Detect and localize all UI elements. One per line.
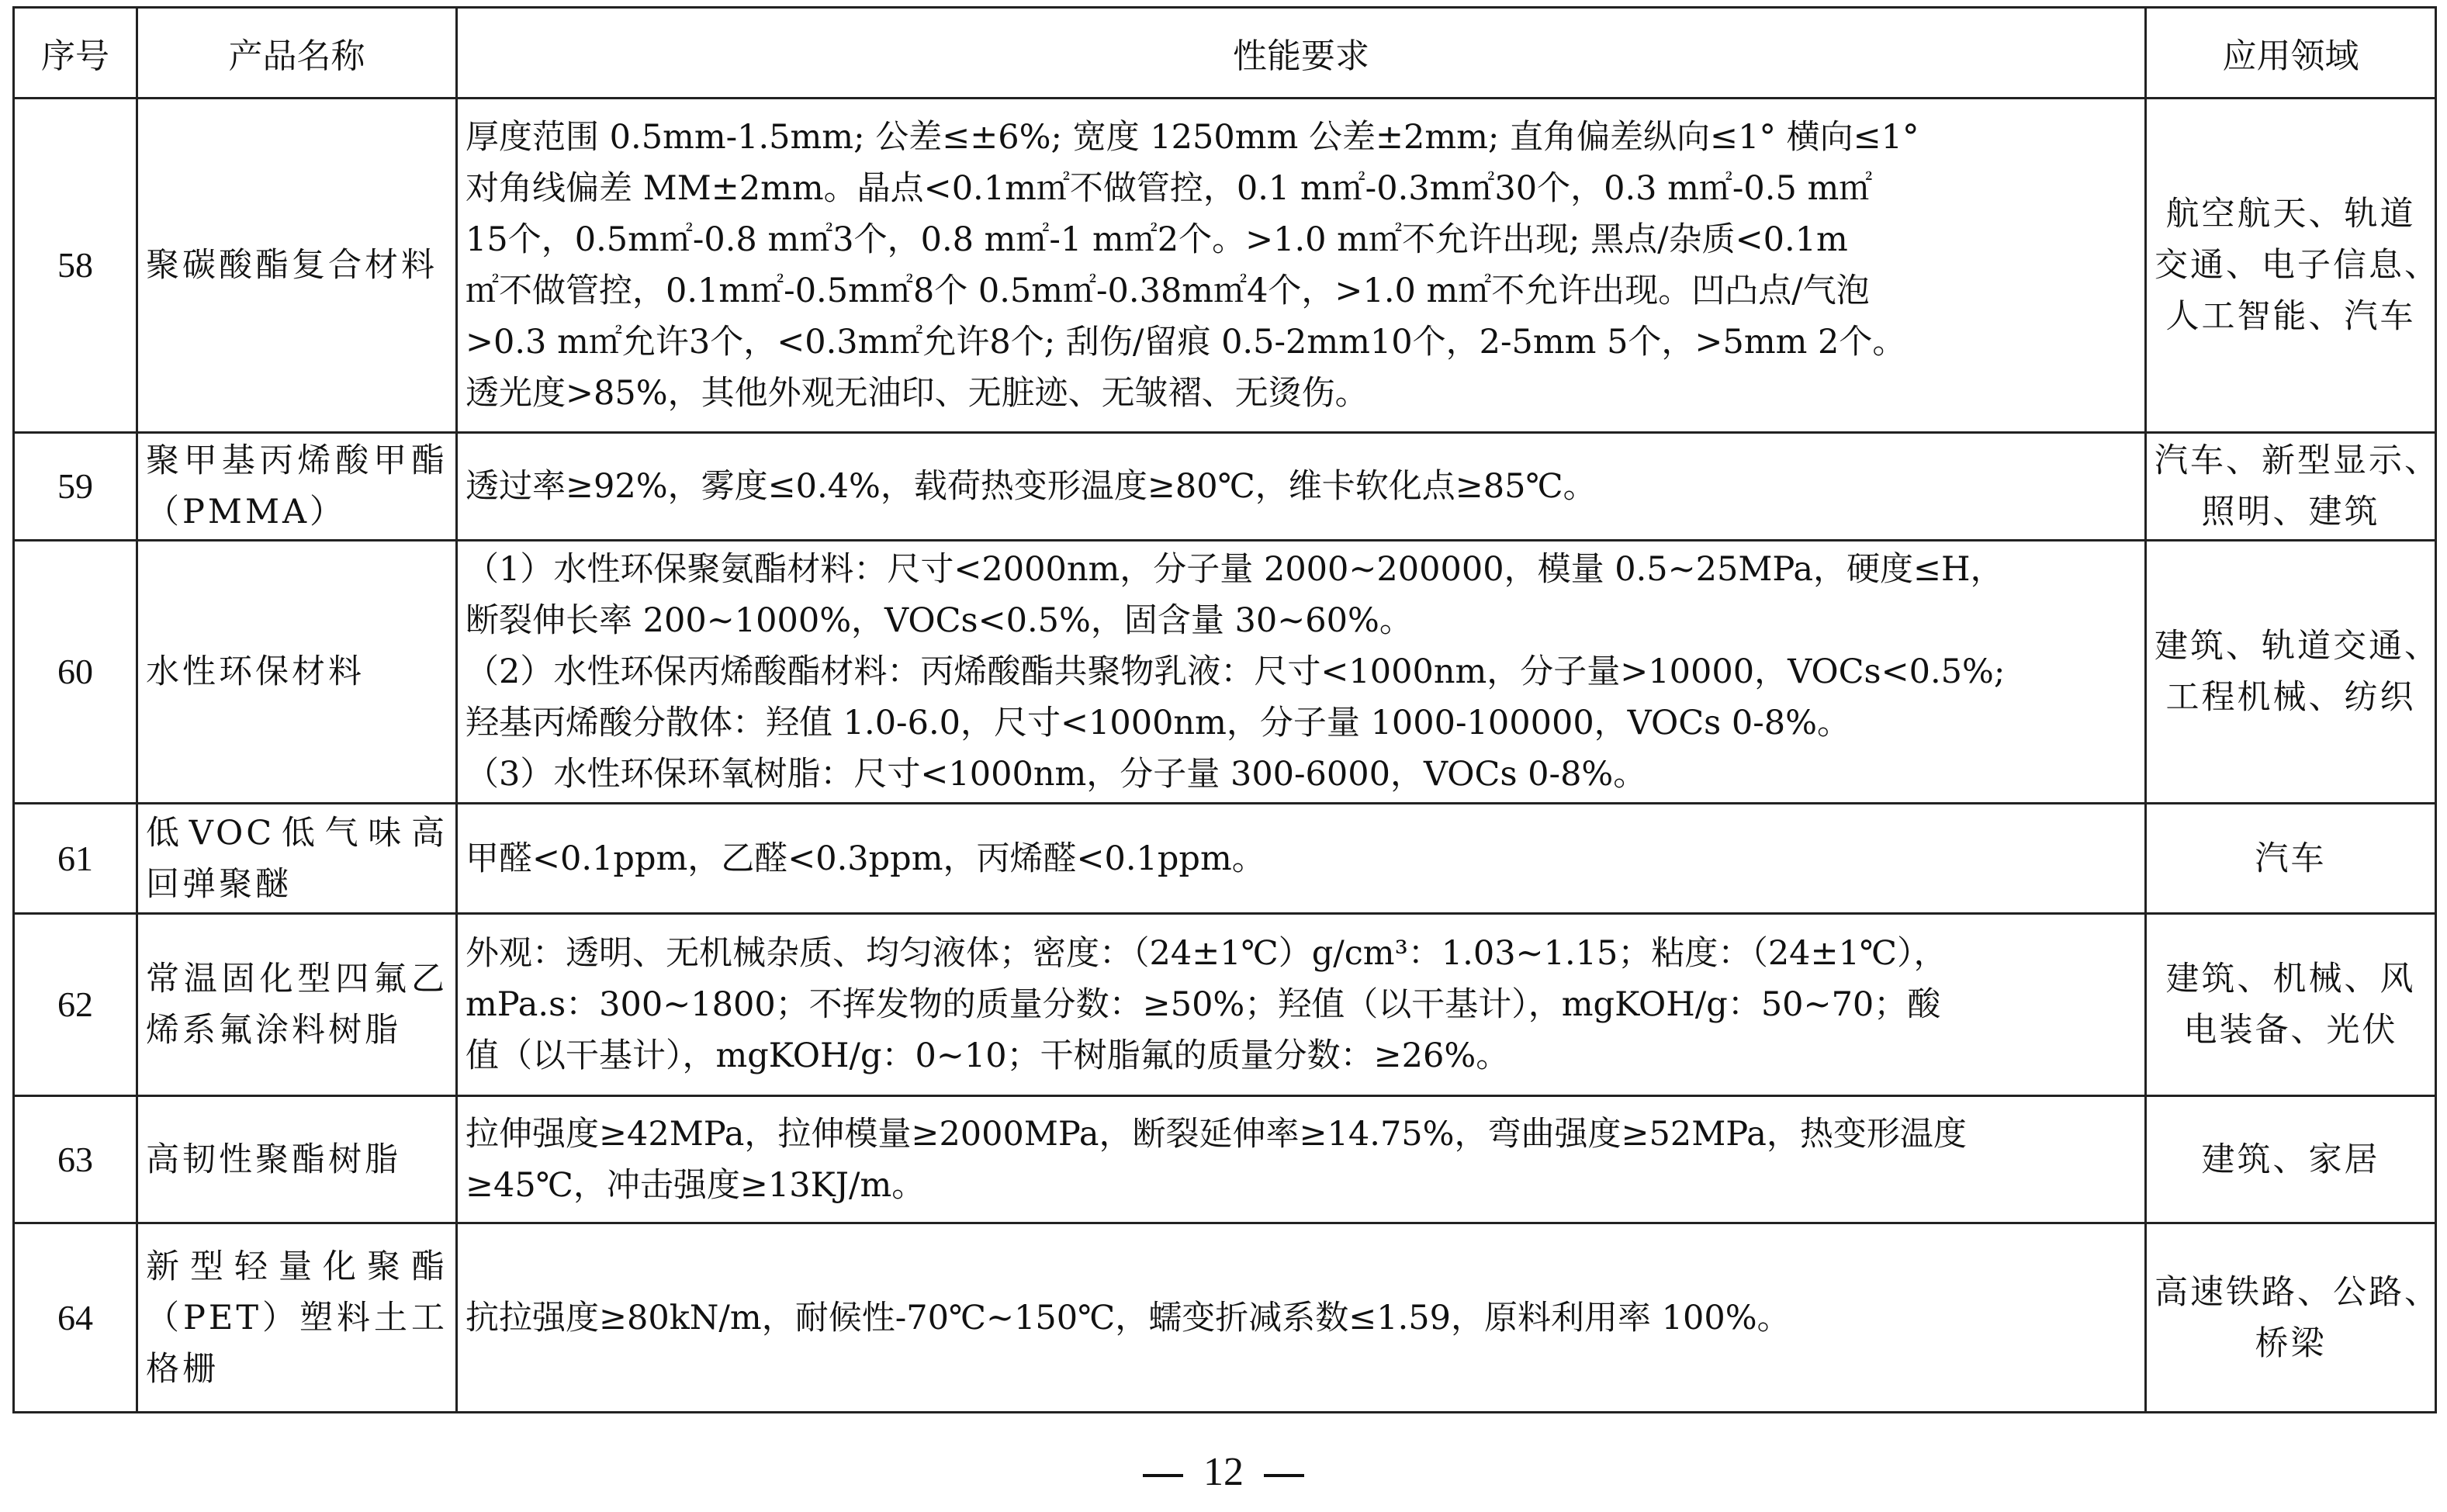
application-field [2146, 1223, 2440, 1413]
application-line: 建筑、轨道交通、 [2155, 627, 2440, 666]
product-name: 高韧性聚酯树脂 [137, 1096, 457, 1223]
performance-line: 值（以干基计），mgKOH/g：0~10；干树脂氟的质量分数：≥26%。 [466, 1036, 1510, 1075]
row-number: 58 [14, 99, 137, 433]
performance-line: （3）水性环保环氧树脂：尺寸<1000nm，分子量 300-6000，VOCs 0-8%。 [466, 755, 1647, 794]
performance-line: （2）水性环保丙烯酸酯材料：丙烯酸酯共聚物乳液：尺寸<1000nm，分子量>10000，VOCs<0.5%; [466, 652, 2006, 691]
em-dash-right [1264, 1474, 1304, 1477]
row-number: 60 [14, 541, 137, 804]
application-line: 照明、建筑 [2201, 493, 2380, 531]
performance-line: 对角线偏差 MM±2mm。晶点<0.1m㎡不做管控，0.1 m㎡-0.3m㎡30个，0.3 m㎡-0.5 m㎡ [466, 169, 1873, 208]
application-line: 汽车、新型显示、 [2155, 441, 2440, 480]
performance-requirements [457, 1096, 2146, 1223]
product-name: 新型轻量化聚酯（PET）塑料土工格栅 [137, 1223, 457, 1413]
application-line: 高速铁路、公路、 [2155, 1272, 2440, 1312]
table-row [14, 433, 2436, 541]
header-no: 序号 [14, 8, 137, 99]
performance-line: 厚度范围 0.5mm-1.5mm; 公差≤±6%; 宽度 1250mm 公差±2mm; 直角偏差纵向≤1° 横向≤1° [466, 118, 1919, 157]
application-field [2146, 541, 2440, 804]
performance-line: mPa.s：300~1800；不挥发物的质量分数：≥50%；羟值（以干基计），mgKOH/g：50~70；酸 [466, 985, 1941, 1024]
table-row [14, 541, 2436, 804]
header-product-name: 产品名称 [137, 8, 457, 99]
performance-line: 15个，0.5m㎡-0.8 m㎡3个，0.8 m㎡-1 m㎡2个。>1.0 m㎡不允许出现; 黑点/杂质<0.1m [466, 220, 1848, 259]
performance-line: 抗拉强度≥80kN/m，耐候性-70℃~150℃，蠕变折减系数≤1.59，原料利用率 100%。 [466, 1298, 1791, 1337]
table-header-row [14, 8, 2436, 99]
performance-line: 断裂伸长率 200~1000%，VOCs<0.5%，固含量 30~60%。 [466, 601, 1413, 640]
table-row [14, 1096, 2436, 1223]
application-line: 人工智能、汽车 [2165, 297, 2416, 336]
product-name: 水性环保材料 [137, 541, 457, 804]
application-line: 交通、电子信息、 [2155, 246, 2440, 285]
row-number: 64 [14, 1223, 137, 1413]
performance-requirements [457, 541, 2146, 804]
page-footer [0, 1449, 2447, 1495]
application-field [2146, 99, 2440, 433]
table-row [14, 804, 2436, 914]
row-number: 61 [14, 804, 137, 914]
performance-line: 羟基丙烯酸分散体：羟值 1.0-6.0，尺寸<1000nm，分子量 1000-100000，VOCs 0-8%。 [466, 704, 1850, 742]
performance-line: 透过率≥92%，雾度≤0.4%，载荷热变形温度≥80℃，维卡软化点≥85℃。 [466, 467, 1597, 506]
application-line: 工程机械、纺织 [2165, 678, 2416, 717]
application-field [2146, 433, 2440, 541]
application-field [2146, 804, 2436, 914]
application-line: 建筑、家居 [2201, 1140, 2380, 1179]
performance-line: 透光度>85%，其他外观无油印、无脏迹、无皱褶、无烫伤。 [466, 374, 1369, 413]
row-number: 59 [14, 433, 137, 541]
performance-line: ㎡不做管控，0.1m㎡-0.5m㎡8个 0.5m㎡-0.38m㎡4个，>1.0 m㎡不允许出现。凹凸点/气泡 [466, 272, 1870, 310]
performance-requirements [457, 99, 2146, 433]
performance-line: >0.3 m㎡允许3个，<0.3m㎡允许8个; 刮伤/留痕 0.5-2mm10个，2-5mm 5个，>5mm 2个。 [466, 323, 1906, 362]
performance-line: 拉伸强度≥42MPa，拉伸模量≥2000MPa，断裂延伸率≥14.75%，弯曲强度≥52MPa，热变形温度 [466, 1114, 1967, 1154]
performance-requirements [457, 914, 2146, 1096]
page-number: 12 [1203, 1450, 1244, 1494]
header-performance: 性能要求 [457, 8, 2146, 99]
product-name: 聚碳酸酯复合材料 [137, 99, 457, 433]
row-number: 62 [14, 914, 137, 1096]
application-line: 建筑、机械、风 [2165, 960, 2416, 998]
application-field [2146, 914, 2436, 1096]
product-name: 聚甲基丙烯酸甲酯（PMMA） [137, 433, 457, 541]
application-line: 电装备、光伏 [2183, 1011, 2398, 1050]
em-dash-left [1143, 1474, 1183, 1477]
performance-line: ≥45℃，冲击强度≥13KJ/m。 [466, 1165, 926, 1205]
product-spec-table [12, 6, 2440, 1413]
table-row [14, 99, 2436, 433]
product-name: 低VOC低气味高回弹聚醚 [137, 804, 457, 914]
product-name: 常温固化型四氟乙烯系氟涂料树脂 [137, 914, 457, 1096]
performance-line: 外观：透明、无机械杂质、均匀液体；密度：（24±1℃）g/cm³：1.03~1.15；粘度：（24±1℃）， [466, 934, 1947, 973]
application-line: 航空航天、轨道 [2165, 195, 2416, 234]
table-row [14, 914, 2436, 1096]
header-application: 应用领域 [2146, 8, 2436, 99]
performance-requirements [457, 433, 2146, 541]
application-line: 汽车 [2255, 839, 2327, 878]
performance-line: 甲醛<0.1ppm，乙醛<0.3ppm，丙烯醛<0.1ppm。 [466, 839, 1265, 878]
row-number: 63 [14, 1096, 137, 1223]
application-field [2146, 1096, 2436, 1223]
performance-requirements [457, 804, 2146, 914]
application-line: 桥梁 [2255, 1323, 2327, 1363]
table-row [14, 1223, 2436, 1413]
performance-line: （1）水性环保聚氨酯材料：尺寸<2000nm，分子量 2000~200000，模量 0.5~25MPa，硬度≤H， [466, 550, 2004, 589]
performance-requirements [457, 1223, 2146, 1413]
